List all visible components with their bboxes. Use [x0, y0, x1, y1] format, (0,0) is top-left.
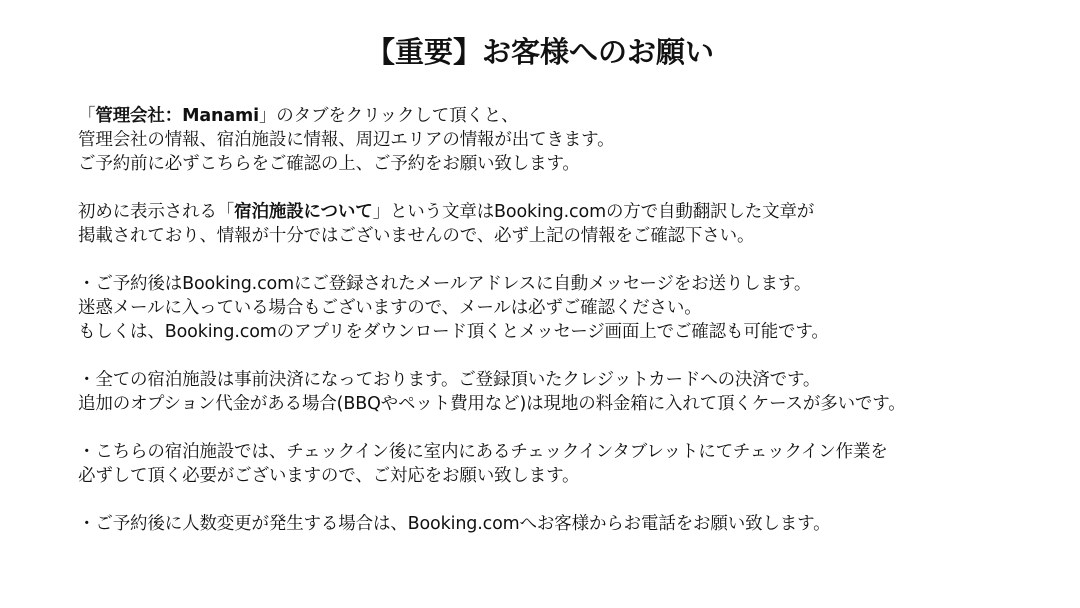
paragraph-guest-change — [78, 512, 1068, 536]
text-segment: 」のタブをクリックして頂くと、 — [258, 106, 519, 126]
text-segment: 「 — [78, 106, 96, 126]
page-title: 【重要】お客様へのお願い — [365, 35, 714, 69]
text-line: ・こちらの宿泊施設では、チェックイン後に室内にあるチェックインタブレットにてチェックイン作業を — [78, 442, 888, 462]
text-line: 追加のオプション代金がある場合(BBQやペット費用など)は現地の料金箱に入れて頂くケースが多いです。 — [78, 394, 906, 414]
text-line — [78, 104, 1068, 128]
text-line — [78, 200, 1068, 224]
paragraph-auto-message — [78, 272, 1068, 344]
text-line: 迷惑メールに入っている場合もございますので、メールは必ずご確認ください。 — [78, 298, 702, 318]
text-segment: 」という文章はBooking.comの方で自動翻訳した文章が — [372, 202, 815, 222]
text-line: 管理会社の情報、宿泊施設に情報、周辺エリアの情報が出てきます。 — [78, 130, 615, 150]
text-line: ・全ての宿泊施設は事前決済になっております。ご登録頂いたクレジットカードへの決済です。 — [78, 370, 821, 390]
paragraph-management-company — [78, 104, 1068, 176]
text-segment: 初めに表示される「 — [78, 202, 235, 222]
text-line: ・ご予約後はBooking.comにご登録されたメールアドレスに自動メッセージをお送りします。 — [78, 274, 812, 294]
text-line: もしくは、Booking.comのアプリをダウンロード頂くとメッセージ画面上でご確認も可能です。 — [78, 322, 829, 342]
paragraph-payment — [78, 368, 1068, 416]
paragraph-auto-translation — [78, 200, 1068, 248]
paragraph-check-in — [78, 440, 1068, 488]
bold-section-name: 宿泊施設について — [234, 202, 373, 222]
notice-body — [78, 104, 1068, 560]
text-line: ご予約前に必ずこちらをご確認の上、ご予約をお願い致します。 — [78, 154, 580, 174]
bold-tab-name: 管理会社：Manami — [95, 106, 259, 126]
text-line: ・ご予約後に人数変更が発生する場合は、Booking.comへお客様からお電話をお願い致します。 — [78, 514, 831, 534]
text-line: 必ずして頂く必要がございますので、ご対応をお願い致します。 — [78, 466, 580, 486]
text-line: 掲載されており、情報が十分ではございませんので、必ず上記の情報をご確認下さい。 — [78, 226, 755, 246]
